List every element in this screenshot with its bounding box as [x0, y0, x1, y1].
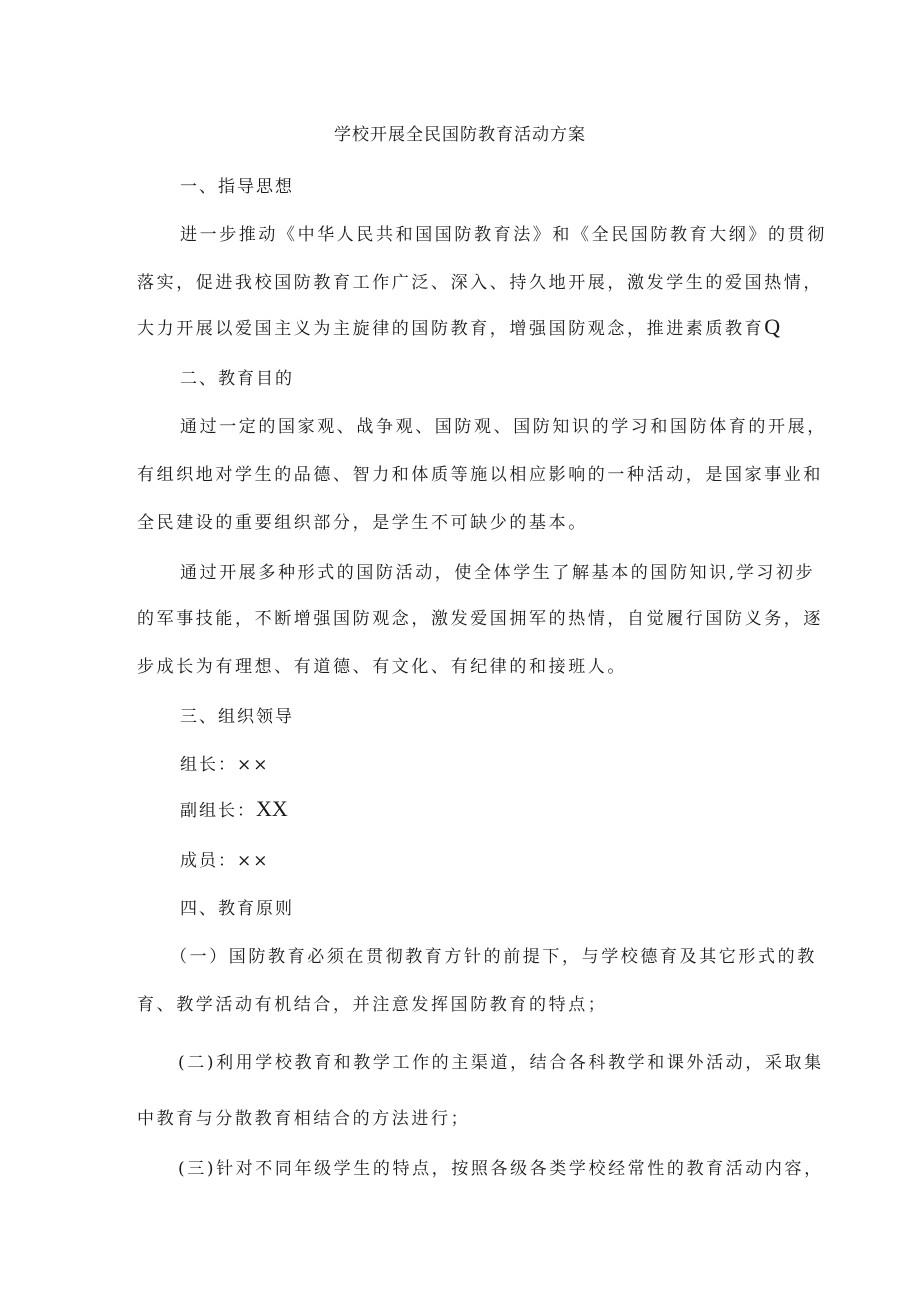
vice-leader-line: [180, 796, 288, 822]
section-heading-1: 一、指导思想: [180, 177, 294, 197]
section-heading-4: 四、教育原则: [180, 899, 294, 919]
vice-leader-label: 副组长：: [180, 801, 256, 821]
members-line: 成员：××: [180, 851, 270, 871]
paragraph-line: 步成长为有理想、有道德、有文化、有纪律的和接班人。: [137, 657, 627, 677]
paragraph-line: 育、教学活动有机结合，并注意发挥国防教育的特点；: [137, 995, 608, 1015]
paragraph-line: 的军事技能，不断增强国防观念，激发爱国拥军的热情，自觉履行国防义务，逐: [137, 609, 823, 629]
paragraph-line: 通过开展多种形式的国防活动，使全体学生了解基本的国防知识,学习初步: [180, 563, 816, 583]
vice-leader-value: XX: [256, 796, 288, 821]
paragraph-line: 进一步推动《中华人民共和国国防教育法》和《全民国防教育大纲》的贯彻: [180, 225, 827, 245]
paragraph-line: 通过一定的国家观、战争观、国防观、国防知识的学习和国防体育的开展，: [180, 417, 827, 437]
leader-line: 组长：××: [180, 755, 270, 775]
paragraph-line: (三)针对不同年级学生的特点，按照各级各类学校经常性的教育活动内容，: [178, 1159, 824, 1179]
document-title: 学校开展全民国防教育活动方案: [334, 125, 586, 145]
paragraph-line: 中教育与分散教育相结合的方法进行；: [137, 1109, 471, 1129]
paragraph-line: （一）国防教育必须在贯彻教育方针的前提下，与学校德育及其它形式的教: [170, 947, 817, 967]
paragraph-line: (二)利用学校教育和教学工作的主渠道，结合各科教学和课外活动，采取集: [178, 1053, 824, 1073]
paragraph-line: [137, 314, 780, 340]
paragraph-line: 有组织地对学生的品德、智力和体质等施以相应影响的一种活动，是国家事业和: [137, 465, 823, 485]
paragraph-text: 大力开展以爱国主义为主旋律的国防教育，增强国防观念，推进素质教育: [137, 319, 765, 339]
section-heading-2: 二、教育目的: [180, 369, 294, 389]
stray-glyph: Q: [764, 314, 781, 339]
section-heading-3: 三、组织领导: [180, 707, 294, 727]
paragraph-line: 落实，促进我校国防教育工作广泛、深入、持久地开展，激发学生的爱国热情，: [137, 273, 823, 293]
paragraph-line: 全民建设的重要组织部分，是学生不可缺少的基本。: [137, 513, 588, 533]
